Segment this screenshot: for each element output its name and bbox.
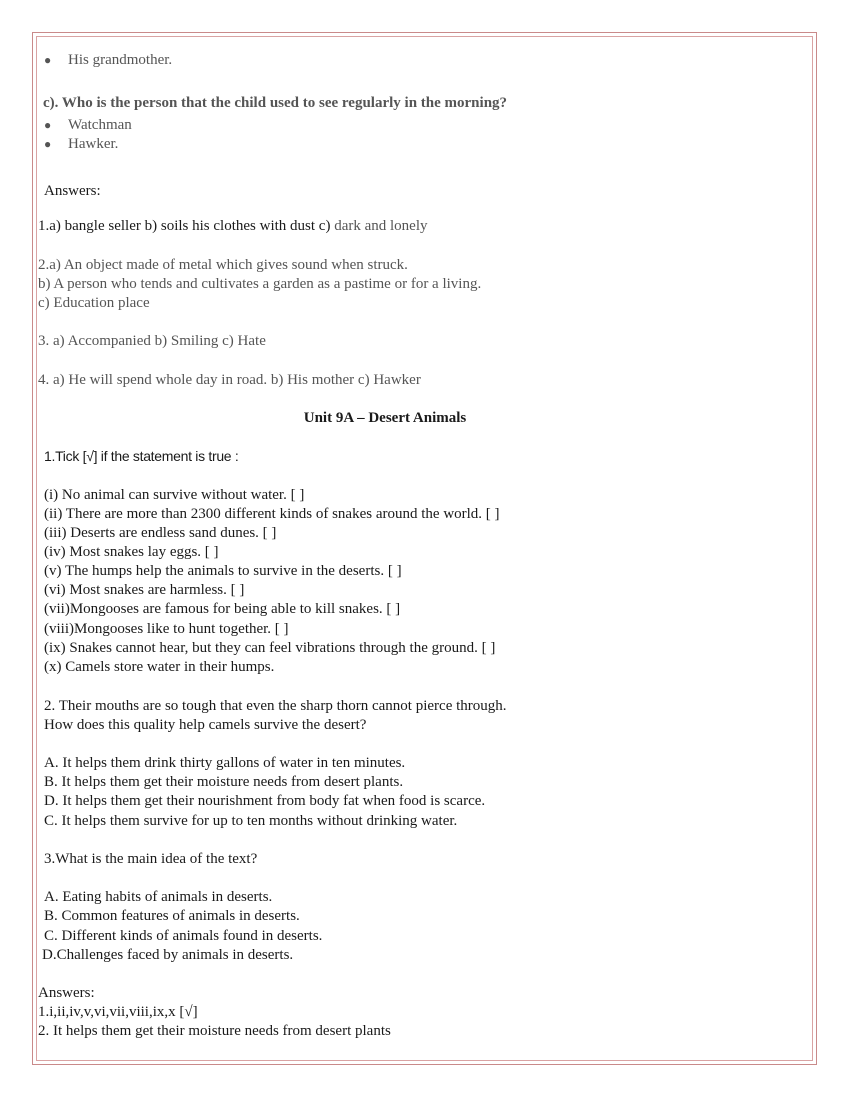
answer-3: 3. a) Accompanied b) Smiling c) Hate: [38, 333, 266, 349]
unit-title: Unit 9A – Desert Animals: [303, 410, 467, 426]
answer-2a: 2.a) An object made of metal which gives sound when struck.: [38, 257, 408, 273]
answer-2c: c) Education place: [38, 295, 150, 311]
q3-option-b: B. Common features of animals in deserts.: [44, 908, 300, 924]
statement-viii: (viii)Mongooses like to hunt together. [ ]: [44, 621, 289, 637]
statement-x: (x) Camels store water in their humps.: [44, 659, 275, 675]
answers-heading: Answers:: [44, 183, 101, 199]
unit-answer-2: 2. It helps them get their moisture needs from desert plants: [38, 1023, 391, 1039]
statement-v: (v) The humps help the animals to survive in the deserts. [ ]: [44, 563, 402, 579]
statement-vii: (vii)Mongooses are famous for being able to kill snakes. [ ]: [44, 601, 401, 617]
answer-2b: b) A person who tends and cultivates a garden as a pastime or for a living.: [38, 276, 482, 292]
option-watchman: Watchman: [68, 117, 132, 133]
q1-instruction: 1.Tick [√] if the statement is true :: [44, 448, 239, 464]
unit-answers-heading: Answers:: [38, 985, 95, 1001]
statement-ii: (ii) There are more than 2300 different kinds of snakes around the world. [ ]: [44, 506, 500, 522]
answer-1: [38, 217, 428, 235]
bullet-icon: ●: [44, 53, 52, 67]
statement-iii: (iii) Deserts are endless sand dunes. [ ]: [44, 525, 277, 541]
unit-answer-1: 1.i,ii,iv,v,vi,vii,viii,ix,x [√]: [38, 1004, 198, 1020]
q2-option-d: D. It helps them get their nourishment from body fat when food is scarce.: [44, 793, 486, 809]
question-3: 3.What is the main idea of the text?: [44, 851, 258, 867]
q2-option-a: A. It helps them drink thirty gallons of water in ten minutes.: [44, 755, 406, 771]
bullet-icon: ●: [44, 118, 52, 132]
question-2-line2: How does this quality help camels survive the desert?: [44, 717, 367, 733]
option-hawker: Hawker.: [68, 136, 119, 152]
q3-option-d: D.Challenges faced by animals in deserts.: [42, 947, 294, 963]
answer-1-main: 1.a) bangle seller b) soils his clothes with dust c): [38, 218, 331, 234]
question-c: c). Who is the person that the child used to see regularly in the morning?: [43, 95, 508, 111]
bullet-icon: ●: [44, 137, 52, 151]
statement-vi: (vi) Most snakes are harmless. [ ]: [44, 582, 245, 598]
statement-iv: (iv) Most snakes lay eggs. [ ]: [44, 544, 219, 560]
q2-option-c: C. It helps them survive for up to ten months without drinking water.: [44, 813, 458, 829]
answer-4: 4. a) He will spend whole day in road. b) His mother c) Hawker: [38, 372, 421, 388]
answer-1-tail: dark and lonely: [330, 218, 428, 234]
question-2-line1: 2. Their mouths are so tough that even the sharp thorn cannot pierce through.: [44, 698, 507, 714]
q2-option-b: B. It helps them get their moisture needs from desert plants.: [44, 774, 404, 790]
statement-i: (i) No animal can survive without water. [ ]: [44, 487, 305, 503]
statement-ix: (ix) Snakes cannot hear, but they can feel vibrations through the ground. [ ]: [44, 640, 496, 656]
q3-option-c: C. Different kinds of animals found in deserts.: [44, 928, 323, 944]
q3-option-a: A. Eating habits of animals in deserts.: [44, 889, 273, 905]
option-b: His grandmother.: [68, 52, 173, 68]
